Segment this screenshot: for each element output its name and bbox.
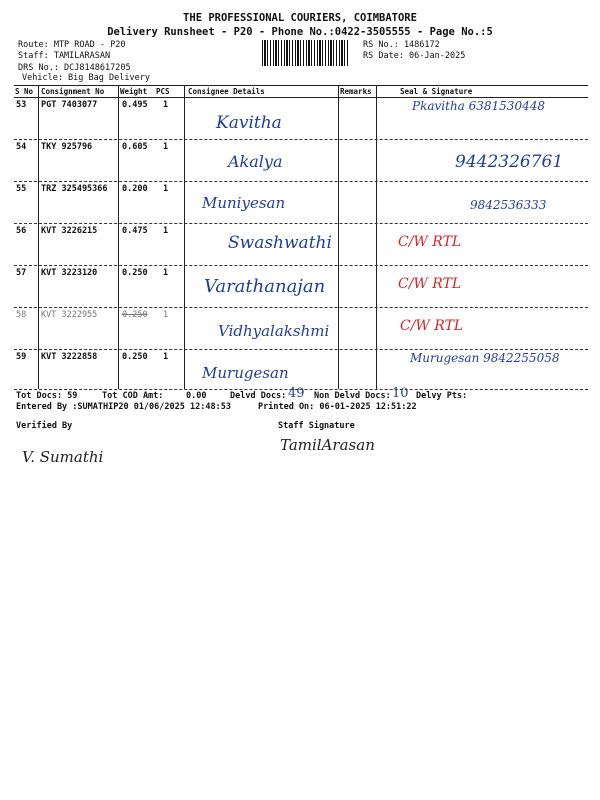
table-row-weight: 0.475: [122, 226, 148, 236]
table-row-consignment: KVT 3223120: [41, 268, 98, 278]
table-row-weight: 0.200: [122, 184, 148, 194]
col-header-consignment: Consignment No: [41, 87, 105, 96]
drs-label: DRS No.: DCJ8148617205: [18, 63, 131, 73]
seal-signature-handwriting: C/W RTL: [400, 318, 464, 334]
total-cod-amount: 0.00: [186, 391, 207, 401]
col-header-remarks: Remarks: [340, 87, 372, 96]
col-header-seal: Seal & Signature: [400, 87, 473, 96]
table-row-sno: 59: [16, 352, 27, 362]
table-row-pcs: 1: [163, 352, 169, 362]
table-row-sno: 54: [16, 142, 27, 152]
staff-signature-label: Staff Signature: [278, 421, 355, 431]
table-row-sno: 56: [16, 226, 27, 236]
table-row-sno: 53: [16, 100, 27, 110]
seal-signature-handwriting: C/W RTL: [398, 276, 462, 292]
verified-by-label: Verified By: [16, 421, 73, 431]
col-header-pcs: PCS: [156, 87, 170, 96]
table-row-pcs: 1: [163, 268, 169, 278]
entered-by: Entered By :SUMATHIP20 01/06/2025 12:48:53: [16, 402, 231, 412]
delivered-docs-label: Delvd Docs:: [230, 391, 287, 401]
table-row-sno: 57: [16, 268, 27, 278]
staff-signature: TamilArasan: [280, 436, 375, 454]
delivered-docs-handwriting: 49: [288, 386, 305, 401]
route-label: Route: MTP ROAD - P20: [18, 40, 126, 50]
consignee-handwriting: Murugesan: [202, 364, 289, 382]
barcode-image: [262, 40, 350, 66]
consignee-handwriting: Swashwathi: [228, 233, 332, 253]
seal-signature-handwriting: C/W RTL: [398, 234, 462, 250]
consignee-handwriting: Varathanajan: [204, 276, 326, 297]
seal-signature-handwriting: Murugesan 9842255058: [410, 351, 560, 365]
total-cod-label: Tot COD Amt:: [102, 391, 164, 401]
table-row-weight: 0.605: [122, 142, 148, 152]
table-row-weight: 0.250: [122, 268, 148, 278]
company-title: THE PROFESSIONAL COURIERS, COIMBATORE: [183, 12, 417, 24]
table-row-pcs: 1: [163, 142, 169, 152]
table-row-consignment: TRZ 325495366: [41, 184, 108, 194]
seal-signature-handwriting: 9442326761: [455, 152, 564, 172]
table-row-consignment: PGT 7403077: [41, 100, 98, 110]
runsheet-subtitle: Delivery Runsheet - P20 - Phone No.:0422-3505555 - Page No.:5: [107, 26, 493, 38]
table-row-pcs: 1: [163, 100, 169, 110]
table-row-sno: 55: [16, 184, 27, 194]
vehicle-label: Vehicle: Big Bag Delivery: [22, 73, 150, 83]
delivery-points-label: Delvy Pts:: [416, 391, 468, 401]
verified-signature: V. Sumathi: [22, 448, 104, 466]
table-row-consignment: KVT 3222858: [41, 352, 98, 362]
total-docs: Tot Docs: 59: [16, 391, 78, 401]
consignee-handwriting: Vidhyalakshmi: [218, 322, 330, 340]
non-delivered-docs-handwriting: 10: [392, 386, 409, 401]
col-header-weight: Weight: [120, 87, 148, 96]
table-row-consignment: KVT 3226215: [41, 226, 98, 236]
non-delivered-docs-label: Non Delvd Docs:: [314, 391, 391, 401]
rs-no-label: RS No.: 1486172: [363, 40, 440, 50]
consignee-handwriting: Muniyesan: [202, 194, 286, 212]
table-row-weight: 0.250: [122, 352, 148, 362]
col-header-consignee: Consignee Details: [188, 87, 265, 96]
table-row-pcs: 1: [163, 184, 169, 194]
table-row-weight: 0.250: [122, 310, 148, 320]
staff-label: Staff: TAMILARASAN: [18, 51, 111, 61]
consignee-handwriting: Akalya: [228, 152, 283, 171]
seal-signature-handwriting: Pkavitha 6381530448: [412, 99, 545, 113]
table-row-pcs: 1: [163, 310, 169, 320]
table-row-sno: 58: [16, 310, 27, 320]
table-row-weight: 0.495: [122, 100, 148, 110]
table-row-consignment: TKY 925796: [41, 142, 93, 152]
printed-on: Printed On: 06-01-2025 12:51:22: [258, 402, 417, 412]
col-header-sno: S No: [15, 87, 34, 96]
consignee-handwriting: Kavitha: [216, 113, 282, 133]
table-row-consignment: KVT 3222955: [41, 310, 98, 320]
table-row-pcs: 1: [163, 226, 169, 236]
rs-date-label: RS Date: 06-Jan-2025: [363, 51, 466, 61]
seal-signature-handwriting: 9842536333: [470, 198, 547, 212]
